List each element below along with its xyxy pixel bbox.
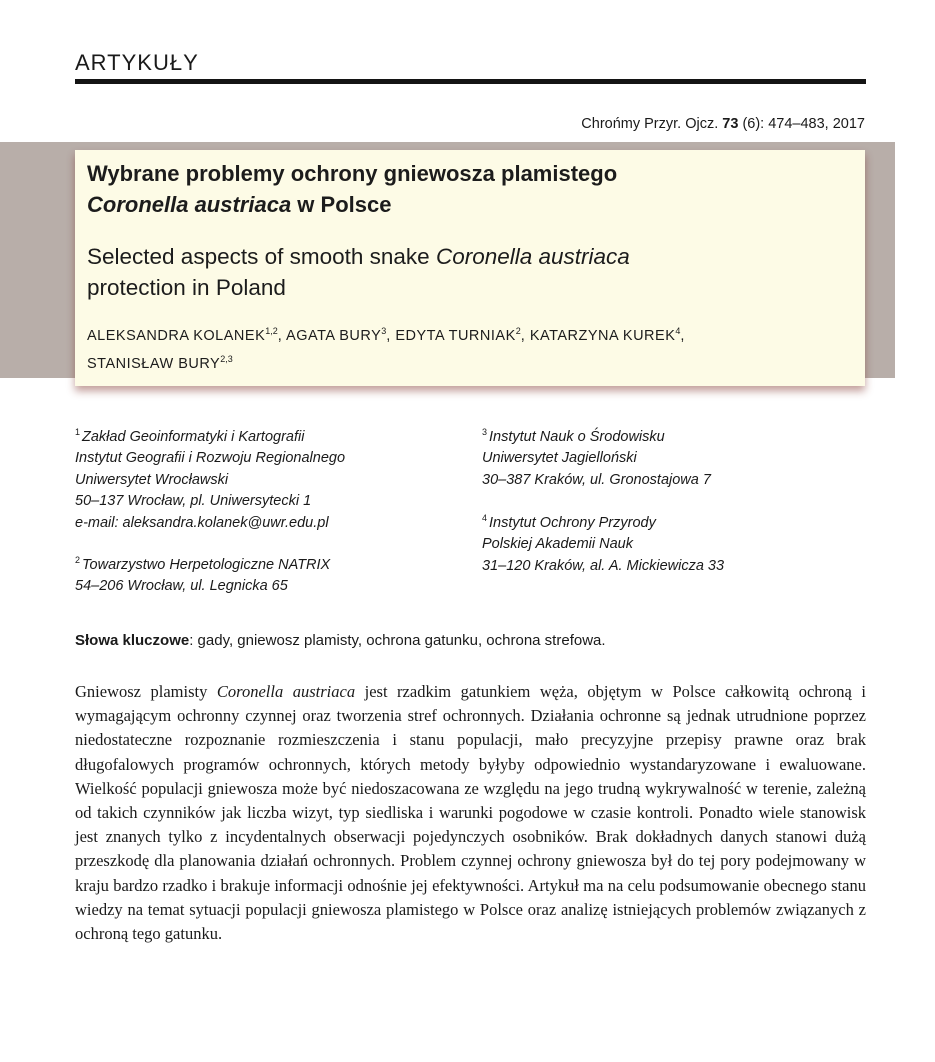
citation-journal: Chrońmy Przyr. Ojcz. (581, 116, 719, 132)
abstract-species: Coronella austriaca (216, 682, 356, 701)
author-affiliation-marker: 4 (675, 326, 681, 336)
abstract-start: Gniewosz plamisty (75, 682, 217, 701)
abstract-body: jest rzadkim gatunkiem węża, objętym w Polsce całkowitą ochroną i wymagającym ochronny czynnej oraz tworzenia stref ochronnych. Działania ochronne są jednak utrudnione poprzez niedostateczne rozpoznanie rozmieszczenia i stanu populacji, mało precyzyjne przepisy prawne oraz brak długofalowych programów ochronnych, których metody byłyby odpowiednio wystandaryzowane i ewaluowane. Wielkość populacji gniewosza może być niedoszacowana ze względu na jego trudną wykrywalność w terenie, zależną od takich czynników jak liczba wizyt, typ siedliska i warunki pogodowe w czasie kontroli. Ponadto wiele stanowisk jest znanych tylko z incydentalnych obserwacji pojedynczych osobników. Brak dokładnych danych stanowi dużą przeszkodę dla planowania działań ochronnych. Problem czynnej ochrony gniewosza był do tej pory podejmowany w kraju bardzo rzadko i brakuje informacji odnośnie jej efektywności. Artykuł ma na celu podsumowanie obecnego stanu wiedzy na temat sytuacji populacji gniewosza plamistego w Polsce oraz analizę istniejących problemów związanych z ochroną tego gatunku. (75, 682, 866, 944)
affiliation-1 (75, 422, 345, 534)
affiliation-number: 3 (482, 427, 488, 437)
author-name: KATARZYNA KUREK (529, 327, 676, 344)
author-name: EDYTA TURNIAK (395, 327, 516, 344)
citation-volume: 73 (722, 116, 739, 132)
title-box (75, 150, 865, 386)
affiliation-line: Instytut Geografii i Rozwoju Regionalnego (75, 450, 346, 467)
affiliation-line: Zakład Geoinformatyki i Kartografii (82, 428, 305, 445)
author-name: STANISŁAW BURY (87, 355, 221, 372)
section-header: ARTYKUŁY (75, 50, 199, 75)
title-english (87, 241, 853, 303)
keywords-text: : gady, gniewosz plamisty, ochrona gatunku, ochrona strefowa. (189, 632, 606, 649)
author-affiliation-marker: 2 (515, 326, 521, 336)
affiliation-line: 31–120 Kraków, al. A. Mickiewicza 33 (482, 557, 725, 574)
affiliation-line: 54–206 Wrocław, ul. Legnicka 65 (75, 578, 288, 595)
citation-issue-pages-year: (6): 474–483, 2017 (742, 116, 865, 132)
affiliation-email: e-mail: aleksandra.kolanek@uwr.edu.pl (75, 514, 329, 531)
author-name: AGATA BURY (286, 327, 382, 344)
author-separator: , (520, 327, 530, 344)
affiliation-2 (75, 550, 330, 598)
affiliation-line: 50–137 Wrocław, pl. Uniwersytecki 1 (75, 493, 312, 510)
title-english-prefix: Selected aspects of smooth snake (87, 244, 436, 269)
author-affiliation-marker: 3 (381, 326, 387, 336)
affiliation-4 (482, 508, 724, 577)
affiliation-line: 30–387 Kraków, ul. Gronostajowa 7 (482, 471, 711, 488)
affiliation-3 (482, 422, 711, 491)
title-polish (87, 158, 853, 220)
author-separator: , (386, 327, 396, 344)
author-name: ALEKSANDRA KOLANEK (87, 327, 266, 344)
affiliation-line: Instytut Ochrony Przyrody (489, 514, 656, 531)
author-affiliation-marker: 1,2 (265, 326, 278, 336)
title-polish-species: Coronella austriaca (87, 192, 292, 217)
title-english-species: Coronella austriaca (435, 244, 630, 269)
header-rule (75, 79, 866, 84)
citation (581, 116, 865, 132)
author-separator: , (680, 327, 685, 344)
affiliation-line: Uniwersytet Jagielloński (482, 450, 637, 467)
author-list (87, 320, 853, 376)
author-affiliation-marker: 2,3 (220, 353, 233, 364)
affiliation-number: 2 (75, 555, 81, 565)
author-separator: , (277, 327, 287, 344)
title-polish-suffix: w Polsce (291, 192, 392, 217)
title-polish-line1: Wybrane problemy ochrony gniewosza plamistego (87, 161, 618, 186)
title-english-suffix: protection in Poland (87, 275, 286, 300)
affiliation-line: Instytut Nauk o Środowisku (489, 428, 665, 445)
keywords (75, 632, 606, 649)
keywords-label: Słowa kluczowe (75, 632, 190, 649)
affiliation-line: Towarzystwo Herpetologiczne NATRIX (82, 556, 331, 573)
affiliation-number: 4 (482, 513, 488, 523)
abstract (75, 680, 866, 946)
affiliation-line: Uniwersytet Wrocławski (75, 471, 229, 488)
affiliation-number: 1 (75, 427, 81, 437)
affiliation-line: Polskiej Akademii Nauk (482, 536, 633, 553)
